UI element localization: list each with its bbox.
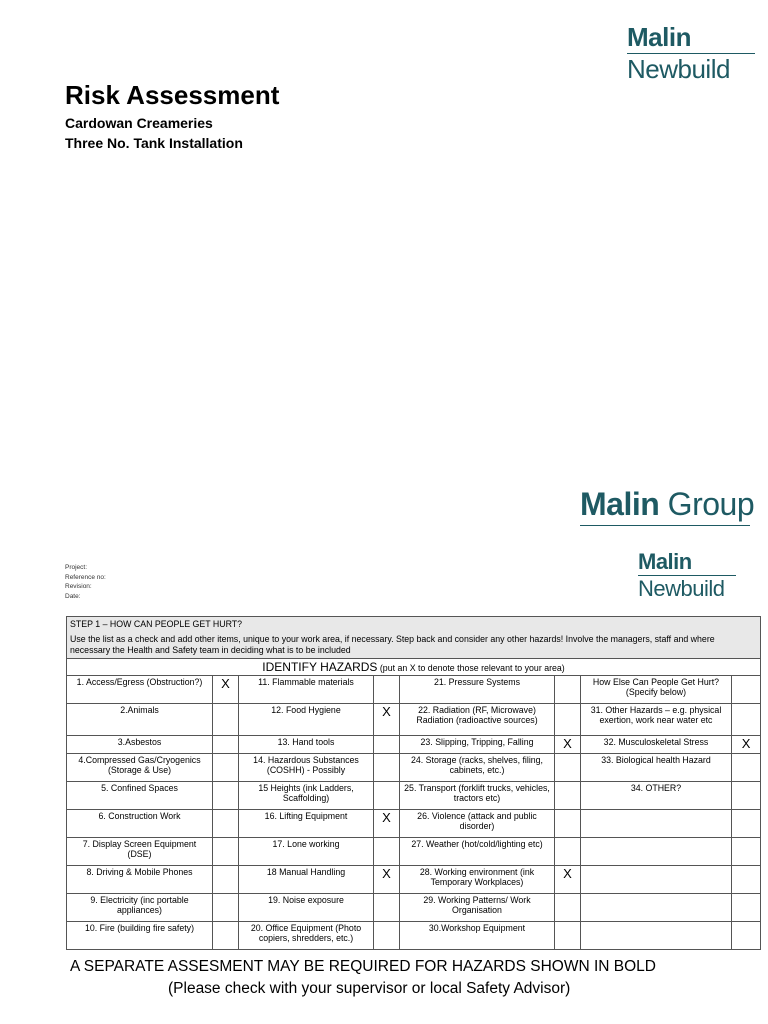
- hazard-item-cell: 2.Animals: [67, 704, 213, 736]
- hazard-item-cell: 21. Pressure Systems: [400, 676, 555, 704]
- page-title: Risk Assessment: [65, 80, 280, 110]
- hazard-row: [67, 782, 761, 810]
- hazard-mark-cell: [374, 782, 400, 810]
- hazard-mark-cell: X: [374, 704, 400, 736]
- hazard-item-cell: 20. Office Equipment (Photo copiers, shredders, etc.): [239, 922, 374, 950]
- malin-newbuild-logo-small: [638, 551, 736, 600]
- hazard-item-cell: 9. Electricity (inc portable appliances): [67, 894, 213, 922]
- malin-group-logo: [580, 488, 754, 526]
- hazard-item-cell: [581, 922, 732, 950]
- logo-small-line1: Malin: [638, 549, 692, 574]
- hazard-mark-cell: X: [732, 736, 761, 754]
- hazard-row: [67, 810, 761, 838]
- hazard-item-cell: 3.Asbestos: [67, 736, 213, 754]
- hazard-item-cell: How Else Can People Get Hurt? (Specify below): [581, 676, 732, 704]
- hazard-mark-cell: [732, 866, 761, 894]
- hazard-mark-cell: [555, 754, 581, 782]
- hazard-row: [67, 838, 761, 866]
- hazard-item-cell: [581, 838, 732, 866]
- hazard-mark-cell: [213, 704, 239, 736]
- meta-date: Date:: [65, 592, 81, 600]
- logo-group-bold: Malin: [580, 486, 660, 522]
- bold-hazard-notice: A SEPARATE ASSESMENT MAY BE REQUIRED FOR HAZARDS SHOWN IN BOLD: [70, 958, 656, 975]
- hazard-item-cell: 14. Hazardous Substances (COSHH) - Possibly: [239, 754, 374, 782]
- hazard-row: [67, 676, 761, 704]
- hazard-mark-cell: [732, 782, 761, 810]
- hazard-mark-cell: [213, 754, 239, 782]
- hazard-item-cell: 24. Storage (racks, shelves, filing, cabinets, etc.): [400, 754, 555, 782]
- hazard-mark-cell: [555, 922, 581, 950]
- hazard-item-cell: 13. Hand tools: [239, 736, 374, 754]
- hazard-mark-cell: [555, 894, 581, 922]
- document-meta: [65, 563, 106, 601]
- hazard-item-cell: 33. Biological health Hazard: [581, 754, 732, 782]
- hazard-mark-cell: [374, 894, 400, 922]
- identify-hazards-header: [67, 659, 761, 676]
- hazard-item-cell: 1. Access/Egress (Obstruction?): [67, 676, 213, 704]
- hazard-mark-cell: [213, 782, 239, 810]
- hazard-mark-cell: [213, 838, 239, 866]
- hazard-item-cell: 26. Violence (attack and public disorder): [400, 810, 555, 838]
- hazard-item-cell: 4.Compressed Gas/Cryogenics (Storage & Use): [67, 754, 213, 782]
- logo-group-rule: [580, 525, 750, 526]
- hazard-row: [67, 704, 761, 736]
- hazard-item-cell: 22. Radiation (RF, Microwave) Radiation (radioactive sources): [400, 704, 555, 736]
- hazard-mark-cell: [374, 922, 400, 950]
- hazard-mark-cell: [732, 838, 761, 866]
- hazard-mark-cell: X: [213, 676, 239, 704]
- project-client: Cardowan Creameries: [65, 115, 213, 131]
- meta-project: Project:: [65, 564, 88, 571]
- hazard-row: [67, 894, 761, 922]
- hazard-row: [67, 922, 761, 950]
- hazard-mark-cell: [555, 704, 581, 736]
- hazard-mark-cell: [732, 676, 761, 704]
- hazard-mark-cell: [213, 866, 239, 894]
- logo-top-line2: Newbuild: [627, 54, 730, 84]
- hazard-mark-cell: [732, 810, 761, 838]
- hazard-mark-cell: X: [555, 866, 581, 894]
- hazard-mark-cell: [374, 676, 400, 704]
- hazard-item-cell: 8. Driving & Mobile Phones: [67, 866, 213, 894]
- step-heading: [67, 617, 761, 659]
- hazard-item-cell: 11. Flammable materials: [239, 676, 374, 704]
- hazard-row: [67, 736, 761, 754]
- hazard-mark-cell: [555, 838, 581, 866]
- hazard-item-cell: 29. Working Patterns/ Work Organisation: [400, 894, 555, 922]
- hazard-mark-cell: [555, 782, 581, 810]
- hazard-mark-cell: X: [555, 736, 581, 754]
- hazard-item-cell: 25. Transport (forklift trucks, vehicles, tractors etc): [400, 782, 555, 810]
- malin-newbuild-logo-top: [627, 24, 755, 82]
- hazard-item-cell: [581, 894, 732, 922]
- hazard-mark-cell: [213, 736, 239, 754]
- hazard-item-cell: 16. Lifting Equipment: [239, 810, 374, 838]
- hazard-item-cell: 27. Weather (hot/cold/lighting etc): [400, 838, 555, 866]
- hazard-item-cell: 17. Lone working: [239, 838, 374, 866]
- identify-main: IDENTIFY HAZARDS: [262, 660, 378, 674]
- project-scope: Three No. Tank Installation: [65, 135, 243, 151]
- hazard-mark-cell: [374, 838, 400, 866]
- hazard-item-cell: [581, 810, 732, 838]
- hazard-mark-cell: [213, 810, 239, 838]
- meta-revision: Revision:: [65, 583, 92, 590]
- step-title: STEP 1 – HOW CAN PEOPLE GET HURT?: [70, 619, 243, 629]
- hazard-item-cell: 23. Slipping, Tripping, Falling: [400, 736, 555, 754]
- hazard-item-cell: 34. OTHER?: [581, 782, 732, 810]
- hazard-mark-cell: [732, 754, 761, 782]
- hazard-mark-cell: X: [374, 810, 400, 838]
- hazard-item-cell: 32. Musculoskeletal Stress: [581, 736, 732, 754]
- identify-note: (put an X to denote those relevant to your area): [379, 663, 565, 673]
- step-instructions: Use the list as a check and add other items, unique to your work area, if necessary. Step back and consider any other hazards! Involve the managers, staff and where necessary the Health and Safety team in deciding what is to be included: [70, 634, 715, 655]
- hazard-item-cell: [581, 866, 732, 894]
- hazard-item-cell: 6. Construction Work: [67, 810, 213, 838]
- hazard-mark-cell: [374, 754, 400, 782]
- hazard-mark-cell: [732, 922, 761, 950]
- meta-reference: Reference no:: [65, 573, 106, 581]
- hazard-item-cell: 10. Fire (building fire safety): [67, 922, 213, 950]
- safety-advisor-note: (Please check with your supervisor or local Safety Advisor): [168, 980, 571, 997]
- hazard-row: [67, 754, 761, 782]
- hazard-mark-cell: [374, 736, 400, 754]
- logo-group-light: Group: [667, 486, 755, 522]
- hazard-mark-cell: X: [374, 866, 400, 894]
- logo-small-line2: Newbuild: [638, 576, 725, 601]
- hazard-item-cell: 28. Working environment (ink Temporary Workplaces): [400, 866, 555, 894]
- hazard-mark-cell: [555, 676, 581, 704]
- logo-top-line1: Malin: [627, 22, 691, 52]
- hazard-mark-cell: [555, 810, 581, 838]
- hazard-item-cell: 15 Heights (ink Ladders, Scaffolding): [239, 782, 374, 810]
- hazard-table: [66, 616, 761, 950]
- hazard-mark-cell: [732, 704, 761, 736]
- hazard-mark-cell: [213, 894, 239, 922]
- hazard-mark-cell: [732, 894, 761, 922]
- hazard-item-cell: 5. Confined Spaces: [67, 782, 213, 810]
- hazard-item-cell: 30.Workshop Equipment: [400, 922, 555, 950]
- hazard-item-cell: 31. Other Hazards – e.g. physical exertion, work near water etc: [581, 704, 732, 736]
- hazard-row: [67, 866, 761, 894]
- hazard-item-cell: 19. Noise exposure: [239, 894, 374, 922]
- hazard-item-cell: 12. Food Hygiene: [239, 704, 374, 736]
- hazard-item-cell: 18 Manual Handling: [239, 866, 374, 894]
- hazard-item-cell: 7. Display Screen Equipment (DSE): [67, 838, 213, 866]
- hazard-mark-cell: [213, 922, 239, 950]
